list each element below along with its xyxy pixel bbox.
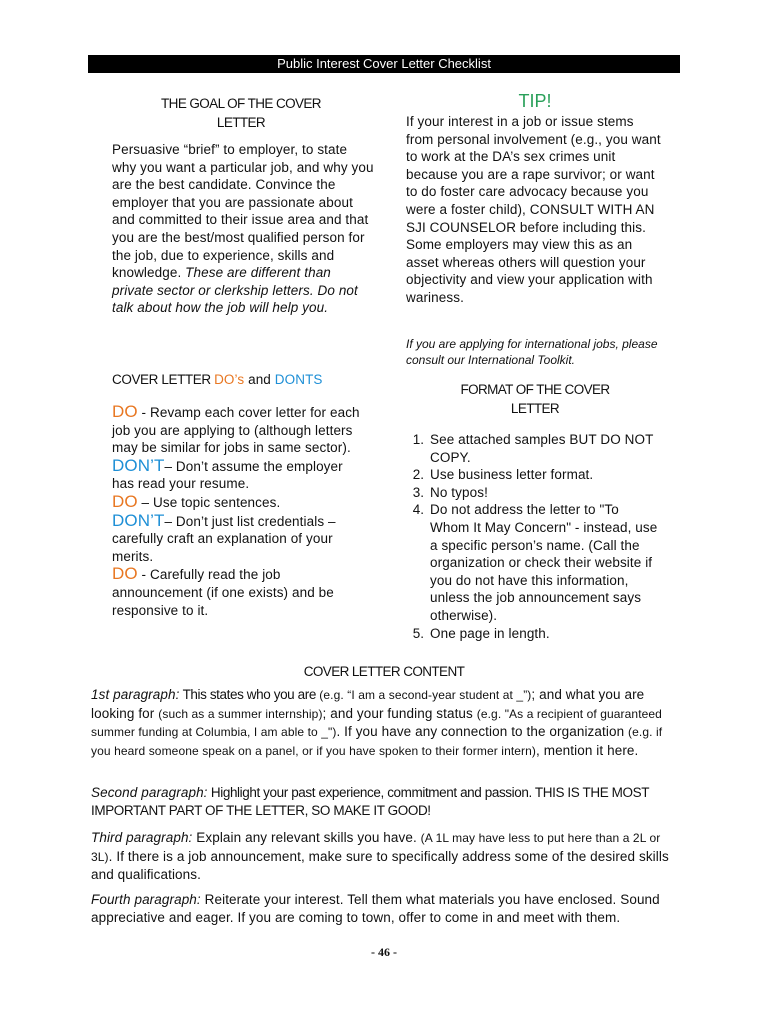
do-item (112, 493, 368, 512)
paragraph-3-text: Explain any relevant skills you have. (192, 830, 421, 845)
format-list (406, 431, 662, 642)
paragraph-2 (91, 784, 675, 819)
paragraph-4 (91, 891, 675, 926)
goal-text: Persuasive “brief” to employer, to state why you want a particular job, and why you are the best candidate. Convince the employer that you are passionate about and committed to their issue area and that you are the best/most qualified person for the job, due to experience, skills and knowledge. (112, 142, 374, 281)
dont-tag: DON’T (112, 510, 165, 530)
dos-heading-do: DO’s (214, 372, 245, 387)
format-item: 1. See attached samples BUT DO NOT COPY. (428, 431, 662, 466)
paragraph-1-text: . If you have any connection to the organization (336, 724, 629, 740)
paragraph-1-label: 1st paragraph: (91, 687, 180, 702)
do-text: - Carefully read the job announcement (if one exists) and be responsive to it. (112, 567, 334, 618)
dos-heading-and: and (244, 372, 275, 387)
paragraph-1 (91, 686, 675, 760)
goal-paragraph (112, 141, 374, 317)
paragraph-1-text: ; and what you are looking for (91, 687, 645, 721)
paragraph-4-label: Fourth paragraph: (91, 892, 201, 907)
paragraph-2-label: Second paragraph: (91, 785, 208, 800)
paragraph-1-example: (e.g. “I am a second-year student at _”) (319, 688, 532, 702)
paragraph-3 (91, 829, 675, 884)
do-tag: DO (112, 491, 138, 511)
paragraph-1-text: , mention it here. (536, 742, 639, 758)
international-note-text: If you are applying for international jobs, please consult our International Toolkit. (406, 337, 658, 367)
paragraph-3-label: Third paragraph: (91, 830, 193, 845)
do-tag: DO (112, 402, 138, 421)
international-note (406, 336, 664, 368)
tip-text: If your interest in a job or issue stems from personal involvement (e.g., you want to work at the DA’s sex crimes unit because you are a rape survivor; or want to do foster care advocacy because you were a foster child), CONSULT WITH AN SJI COUNSELOR before including this. Some employers may view this as an asset whereas others will question your objectivity and view your application with wariness. (406, 114, 661, 305)
tip-heading: TIP! (518, 91, 552, 111)
format-item: 3. No typos! (428, 484, 662, 502)
format-heading-line1: FORMAT OF THE COVER (460, 382, 610, 397)
dont-text: – Don’t just list credentials – carefully craft an explanation of your merits. (112, 513, 336, 564)
page-banner: Public Interest Cover Letter Checklist (88, 55, 680, 73)
paragraph-1-example: (e.g. "As a recipient of guaranteed summer funding at Columbia, I am able to _") (91, 706, 662, 740)
do-tag: DO (112, 564, 138, 584)
page-number: - 46 - (371, 945, 397, 959)
dont-item (112, 512, 368, 566)
dos-list (112, 403, 368, 619)
do-item (112, 565, 368, 619)
paragraph-2-text: Highlight your past experience, commitment and passion. THIS IS THE MOST IMPORTANT PART OF THE LETTER, SO MAKE IT GOOD! (91, 785, 649, 818)
dont-text: – Don’t assume the employer has read your resume. (112, 458, 343, 492)
format-item: 2. Use business letter format. (428, 466, 662, 484)
format-heading-line2: LETTER (510, 401, 560, 416)
paragraph-3-text: . If there is a job announcement, make sure to specifically address some of the desired skills and qualifications. (91, 848, 669, 883)
goal-heading-line2: LETTER (216, 115, 266, 130)
dont-tag: DON’T (112, 455, 165, 475)
format-heading (406, 380, 664, 418)
dos-heading (112, 371, 374, 389)
dont-item (112, 457, 368, 493)
do-text: – Use topic sentences. (137, 494, 281, 510)
do-text: - Revamp each cover letter for each job you are applying to (although letters may be similar for jobs in same sector). (112, 405, 360, 456)
paragraph-1-example: (e.g. if you heard someone speak on a panel, or if you have spoken to their former intern) (91, 725, 663, 758)
paragraph-3-example: (A 1L may have less to put here than a 2L or 3L) (91, 831, 661, 864)
format-item: 4. Do not address the letter to "To Whom It May Concern" - instead, use a specific person’s name. (Call the organization or check their website if you do not have this information, unless the job announcement says otherwise). (428, 501, 662, 624)
goal-text-italic: These are different than private sector or clerkship letters. Do not talk about how the job will help you. (112, 265, 358, 316)
format-item: 5. One page in length. (428, 625, 662, 643)
paragraph-1-text: ; and your funding status (322, 705, 477, 721)
paragraph-1-text: This states who you are (179, 687, 320, 702)
content-heading: COVER LETTER CONTENT (303, 664, 465, 679)
goal-heading (112, 94, 370, 132)
do-item (112, 403, 368, 457)
paragraph-1-example: (such as a summer internship) (158, 706, 323, 721)
goal-heading-line1: THE GOAL OF THE COVER (161, 96, 321, 111)
dos-heading-donts: DONTS (274, 372, 323, 387)
dos-heading-text: COVER LETTER (112, 372, 215, 387)
paragraph-4-text: Reiterate your interest. Tell them what materials you have enclosed. Sound appreciative and eager. If you are coming to town, offer to come in and meet with them. (91, 892, 660, 925)
